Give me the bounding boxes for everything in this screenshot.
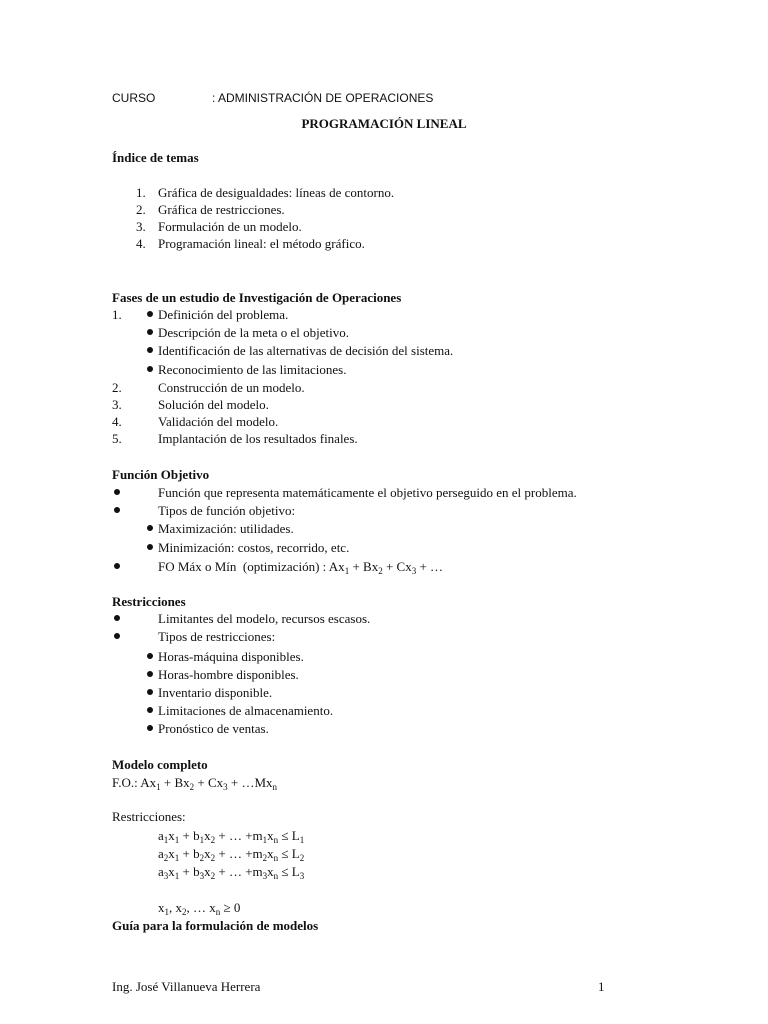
phase-num: 4. xyxy=(112,414,122,429)
course-label: CURSO xyxy=(112,91,156,105)
index-num: 1. xyxy=(136,185,146,200)
objective-heading: Función Objetivo xyxy=(112,467,210,482)
constraint-formula: $a_2x_1 + b_2x_2$ + … $+m_2x_n \le L_2$ xyxy=(158,846,305,863)
phase-step: Solución del modelo. xyxy=(158,397,269,412)
phase-bullet: Definición del problema. xyxy=(147,307,288,323)
objective-subitem: Maximización: utilidades. xyxy=(147,521,294,537)
restrictions-subitem: Pronóstico de ventas. xyxy=(147,721,269,737)
restrictions-item: Limitantes del modelo, recursos escasos. xyxy=(158,611,371,626)
bullet-icon xyxy=(147,725,153,731)
index-heading: Índice de temas xyxy=(112,150,199,165)
constraint-formula: $a_1x_1 + b_1x_2$ + … $+m_1x_n \le L_1$ xyxy=(158,828,305,845)
phase-num: 1. xyxy=(112,307,122,322)
phase-num: 2. xyxy=(112,380,122,395)
restrictions-subitem: Horas-máquina disponibles. xyxy=(147,649,304,665)
bullet-icon xyxy=(147,671,153,677)
bullet-icon xyxy=(114,485,125,501)
footer-page-number: 1 xyxy=(598,979,605,994)
bullet-icon xyxy=(147,544,153,550)
restrictions-subitem: Inventario disponible. xyxy=(147,685,272,701)
bullet-icon xyxy=(147,653,153,659)
index-item: Gráfica de desigualdades: líneas de contorno. xyxy=(158,185,395,200)
restrictions-subitem: Limitaciones de almacenamiento. xyxy=(147,703,333,719)
index-num: 3. xyxy=(136,219,146,234)
index-item: Formulación de un modelo. xyxy=(158,219,302,234)
phase-bullet: Descripción de la meta o el objetivo. xyxy=(147,325,349,341)
document-title: PROGRAMACIÓN LINEAL xyxy=(301,116,467,131)
bullet-icon xyxy=(114,629,125,645)
bullet-icon xyxy=(147,525,153,531)
footer-author: Ing. José Villanueva Herrera xyxy=(112,979,261,994)
objective-formula: FO Máx o Mín (optimización) : $Ax_1 + Bx_2 + Cx_3$ + … xyxy=(158,559,444,576)
phase-step: Implantación de los resultados finales. xyxy=(158,431,358,446)
phase-bullet: Reconocimiento de las limitaciones. xyxy=(147,362,346,378)
objective-item: Función que representa matemáticamente el objetivo perseguido en el problema. xyxy=(158,485,577,500)
index-num: 2. xyxy=(136,202,146,217)
phase-bullet: Identificación de las alternativas de decisión del sistema. xyxy=(147,343,453,359)
phase-num: 5. xyxy=(112,431,122,446)
model-objective-formula: F.O.: $Ax_1 + Bx_2 + Cx_3$ + $\dots Mx_n$ xyxy=(112,775,278,792)
phase-num: 3. xyxy=(112,397,122,412)
bullet-icon xyxy=(147,347,153,353)
bullet-icon xyxy=(114,503,125,519)
next-section-heading: Guía para la formulación de modelos xyxy=(112,918,319,933)
course-value: : ADMINISTRACIÓN DE OPERACIONES xyxy=(212,91,434,105)
restrictions-subitem: Horas-hombre disponibles. xyxy=(147,667,299,683)
bullet-icon xyxy=(147,329,153,335)
bullet-icon xyxy=(114,559,125,575)
nonnegativity-formula: $x_1$, $x_2$, … $x_n \ge 0$ xyxy=(158,900,241,917)
index-num: 4. xyxy=(136,236,146,251)
index-item: Programación lineal: el método gráfico. xyxy=(158,236,365,251)
bullet-icon xyxy=(147,707,153,713)
bullet-icon xyxy=(147,311,153,317)
restrictions-heading: Restricciones xyxy=(112,594,186,609)
constraint-formula: $a_3x_1 + b_3x_2$ + … $+m_3x_n \le L_3$ xyxy=(158,864,305,881)
objective-item: Tipos de función objetivo: xyxy=(158,503,296,518)
bullet-icon xyxy=(147,366,153,372)
model-heading: Modelo completo xyxy=(112,757,208,772)
phases-heading: Fases de un estudio de Investigación de Operaciones xyxy=(112,290,402,305)
index-item: Gráfica de restricciones. xyxy=(158,202,285,217)
phase-step: Validación del modelo. xyxy=(158,414,279,429)
bullet-icon xyxy=(147,689,153,695)
objective-subitem: Minimización: costos, recorrido, etc. xyxy=(147,540,349,556)
restrictions-item: Tipos de restricciones: xyxy=(158,629,276,644)
model-restrictions-label: Restricciones: xyxy=(112,809,186,824)
phase-step: Construcción de un modelo. xyxy=(158,380,305,395)
bullet-icon xyxy=(114,611,125,627)
